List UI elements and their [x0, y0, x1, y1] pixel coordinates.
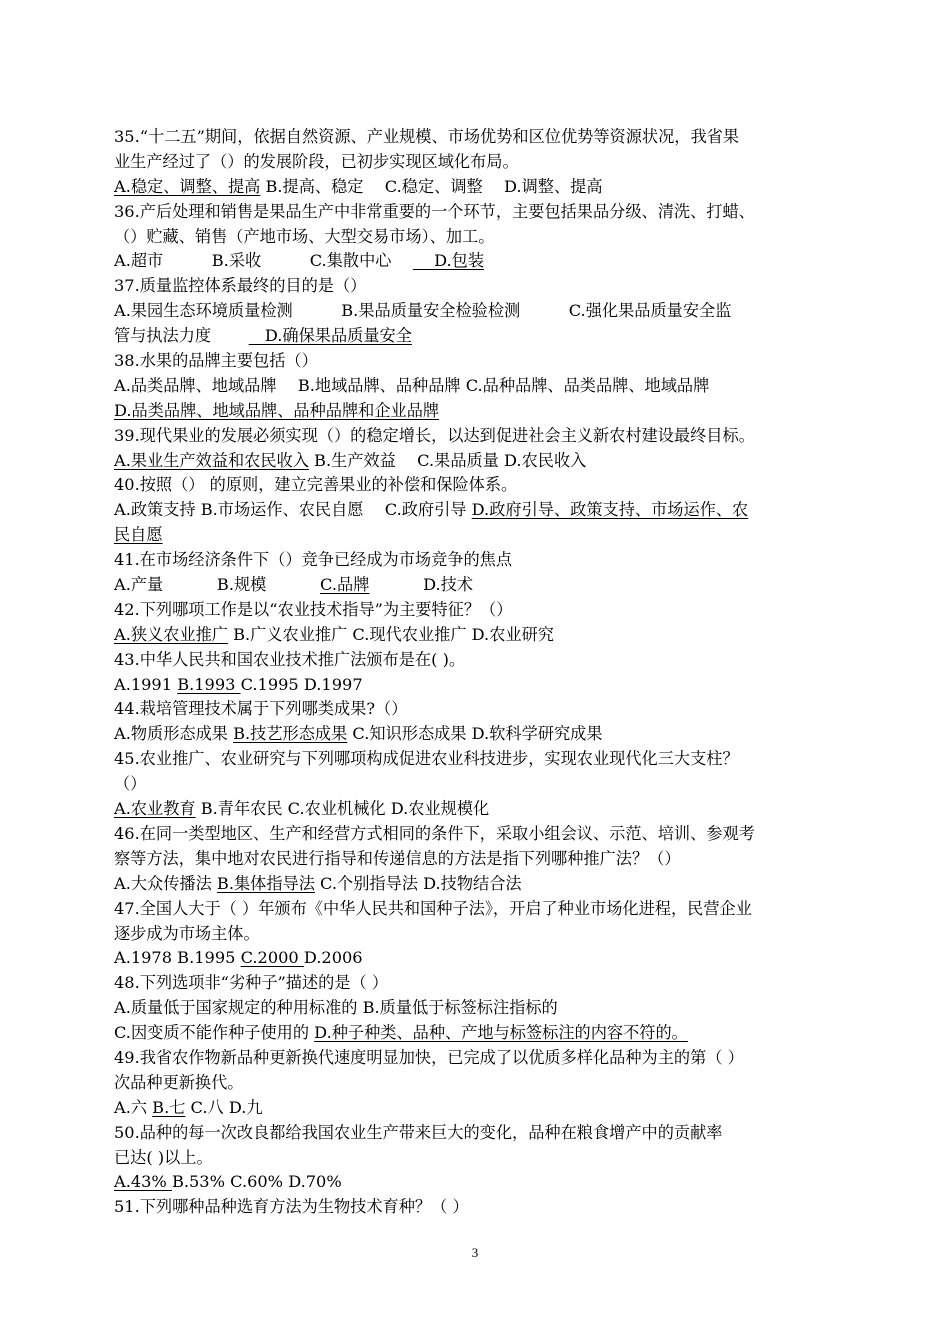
text-line — [114, 722, 844, 747]
text-line — [114, 598, 844, 623]
text-segment: 40.按照（） 的原则，建立完善果业的补偿和保险体系。 — [114, 475, 518, 495]
text-segment: C.因变质不能作种子使用的 — [114, 1023, 315, 1043]
answer-underlined: D.种子种类、品种、产地与标签标注的内容不符的。 — [314, 1023, 688, 1043]
text-line — [114, 200, 844, 225]
text-line — [114, 772, 844, 797]
text-segment: B.广义农业推广 C.现代农业推广 D.农业研究 — [227, 624, 554, 644]
answer-underlined: B.1993 — [177, 674, 241, 694]
text-line — [114, 872, 844, 897]
answer-underlined: A.果业生产效益和农民收入 — [114, 450, 309, 470]
text-line — [114, 623, 844, 648]
text-line — [114, 648, 844, 673]
text-line — [114, 225, 844, 250]
text-line — [114, 349, 844, 374]
text-line — [114, 747, 844, 772]
answer-underlined: D.品类品牌、地域品牌、品种品牌和企业品牌 — [114, 400, 440, 420]
text-line — [114, 249, 844, 274]
text-line — [114, 847, 844, 872]
text-line — [114, 1121, 844, 1146]
text-line — [114, 548, 844, 573]
text-segment: 业生产经过了（）的发展阶段，已初步实现区域化布局。 — [114, 151, 519, 171]
text-segment: A.大众传播法 — [114, 873, 217, 893]
text-line — [114, 399, 844, 424]
answer-underlined: C.2000 — [240, 948, 304, 968]
text-line — [114, 996, 844, 1021]
text-line — [114, 971, 844, 996]
text-line — [114, 1195, 844, 1220]
text-segment: B.53% C.60% D.70% — [171, 1172, 342, 1192]
text-segment: 50.品种的每一次改良都给我国农业生产带来巨大的变化，品种在粮食增产中的贡献率 — [114, 1122, 723, 1142]
text-segment: B.提高、稳定 C.稳定、调整 D.调整、提高 — [260, 176, 603, 196]
text-segment: 43.中华人民共和国农业技术推广法颁布是在( )。 — [114, 649, 466, 669]
text-line — [114, 473, 844, 498]
text-line — [114, 1071, 844, 1096]
text-segment: 察等方法，集中地对农民进行指导和传递信息的方法是指下列哪种推广法？（） — [114, 848, 681, 868]
text-segment: 42.下列哪项工作是以“农业技术指导”为主要特征？（） — [114, 599, 513, 619]
text-line — [114, 299, 844, 324]
text-line — [114, 673, 844, 698]
text-line — [114, 274, 844, 299]
answer-underlined: D.确保果品质量安全 — [248, 326, 412, 346]
text-segment: 36.产后处理和销售是果品生产中非常重要的一个环节，主要包括果品分级、清洗、打蜡、 — [114, 201, 755, 221]
text-segment: C.1995 D.1997 — [240, 674, 363, 694]
question-list — [114, 125, 844, 1220]
text-line — [114, 946, 844, 971]
answer-underlined: A.43% — [114, 1172, 172, 1192]
answer-underlined: B.七 — [152, 1097, 186, 1117]
text-segment: 管与执法力度 — [114, 326, 249, 346]
text-segment: 49.我省农作物新品种更新换代速度明显加快，已完成了以优质多样化品种为主的第（ ） — [114, 1047, 744, 1067]
answer-underlined: B.技艺形态成果 — [233, 724, 348, 744]
text-line — [114, 324, 844, 349]
text-segment: C.个别指导法 D.技物结合法 — [314, 873, 522, 893]
text-line — [114, 573, 844, 598]
answer-underlined: A.稳定、调整、提高 — [114, 176, 261, 196]
text-segment: A.产量 B.规模 — [114, 575, 321, 595]
text-segment: D.2006 — [303, 948, 363, 968]
text-line — [114, 175, 844, 200]
text-line — [114, 897, 844, 922]
text-segment: A.政策支持 B.市场运作、农民自愿 C.政府引导 — [114, 500, 472, 520]
text-segment: A.品类品牌、地域品牌 B.地域品牌、品种品牌 C.品种品牌、品类品牌、地域品牌 — [114, 375, 710, 395]
page-number: 3 — [471, 1245, 479, 1260]
text-line — [114, 822, 844, 847]
text-segment: 45.农业推广、农业研究与下列哪项构成促进农业科技进步，实现农业现代化三大支柱？ — [114, 749, 739, 769]
text-segment: A.超市 B.采收 C.集散中心 — [114, 251, 413, 271]
text-line — [114, 374, 844, 399]
text-segment: A.质量低于国家规定的种用标准的 B.质量低于标签标注指标的 — [114, 998, 558, 1018]
text-segment: 37.质量监控体系最终的目的是（） — [114, 276, 367, 296]
text-line — [114, 797, 844, 822]
text-line — [114, 523, 844, 548]
answer-underlined: A.农业教育 — [114, 799, 196, 819]
text-segment: （）贮藏、销售（产地市场、大型交易市场）、加工。 — [114, 226, 495, 246]
text-segment: 47.全国人大于（ ）年颁布《中华人民共和国种子法》，开启了种业市场化进程，民营企业 — [114, 898, 752, 918]
text-segment: 已达( )以上。 — [114, 1147, 213, 1167]
text-line — [114, 1146, 844, 1171]
text-line — [114, 498, 844, 523]
text-line — [114, 125, 844, 150]
text-segment: 逐步成为市场主体。 — [114, 923, 260, 943]
text-segment: C.知识形态成果 D.软科学研究成果 — [347, 724, 603, 744]
answer-underlined: 民自愿 — [114, 525, 163, 545]
text-line — [114, 449, 844, 474]
text-segment: 48.下列选项非“劣种子”描述的是（ ） — [114, 973, 389, 993]
text-segment: A.六 — [114, 1097, 153, 1117]
text-segment: 35.“十二五”期间，依据自然资源、产业规模、市场优势和区位优势等资源状况，我省果 — [114, 127, 740, 146]
text-segment: B.青年农民 C.农业机械化 D.农业规模化 — [195, 799, 490, 819]
text-segment: A.1978 B.1995 — [114, 948, 241, 968]
answer-underlined: D.包装 — [412, 251, 485, 271]
text-segment: A.物质形态成果 — [114, 724, 234, 744]
text-line — [114, 1170, 844, 1195]
text-line — [114, 1021, 844, 1046]
text-segment: （） — [114, 774, 147, 794]
answer-underlined: D.政府引导、政策支持、市场运作、农 — [471, 500, 749, 520]
text-line — [114, 697, 844, 722]
text-segment: C.八 D.九 — [185, 1097, 263, 1117]
text-line — [114, 1096, 844, 1121]
text-segment: 次品种更新换代。 — [114, 1072, 244, 1092]
text-segment: 51.下列哪种品种选育方法为生物技术育种？（ ） — [114, 1197, 469, 1217]
text-segment: A.果园生态环境质量检测 B.果品质量安全检验检测 C.强化果品质量安全监 — [114, 301, 732, 321]
text-line — [114, 1046, 844, 1071]
text-segment: 44.栽培管理技术属于下列哪类成果?（） — [114, 699, 408, 719]
text-line — [114, 922, 844, 947]
answer-underlined: A.狭义农业推广 — [114, 624, 228, 644]
text-segment: 38.水果的品牌主要包括（） — [114, 351, 318, 371]
answer-underlined: C.品牌 — [320, 575, 370, 595]
text-segment: D.技术 — [369, 575, 474, 595]
text-segment: 41.在市场经济条件下（）竞争已经成为市场竞争的焦点 — [114, 550, 513, 570]
text-segment: A.1991 — [114, 674, 178, 694]
answer-underlined: B.集体指导法 — [216, 873, 315, 893]
text-segment: 39.现代果业的发展必须实现（）的稳定增长，以达到促进社会主义新农村建设最终目标。 — [114, 425, 755, 445]
text-line — [114, 424, 844, 449]
text-segment: B.生产效益 C.果品质量 D.农民收入 — [308, 450, 587, 470]
text-segment: 46.在同一类型地区、生产和经营方式相同的条件下，采取小组会议、示范、培训、参观考 — [114, 823, 755, 843]
text-line — [114, 150, 844, 175]
